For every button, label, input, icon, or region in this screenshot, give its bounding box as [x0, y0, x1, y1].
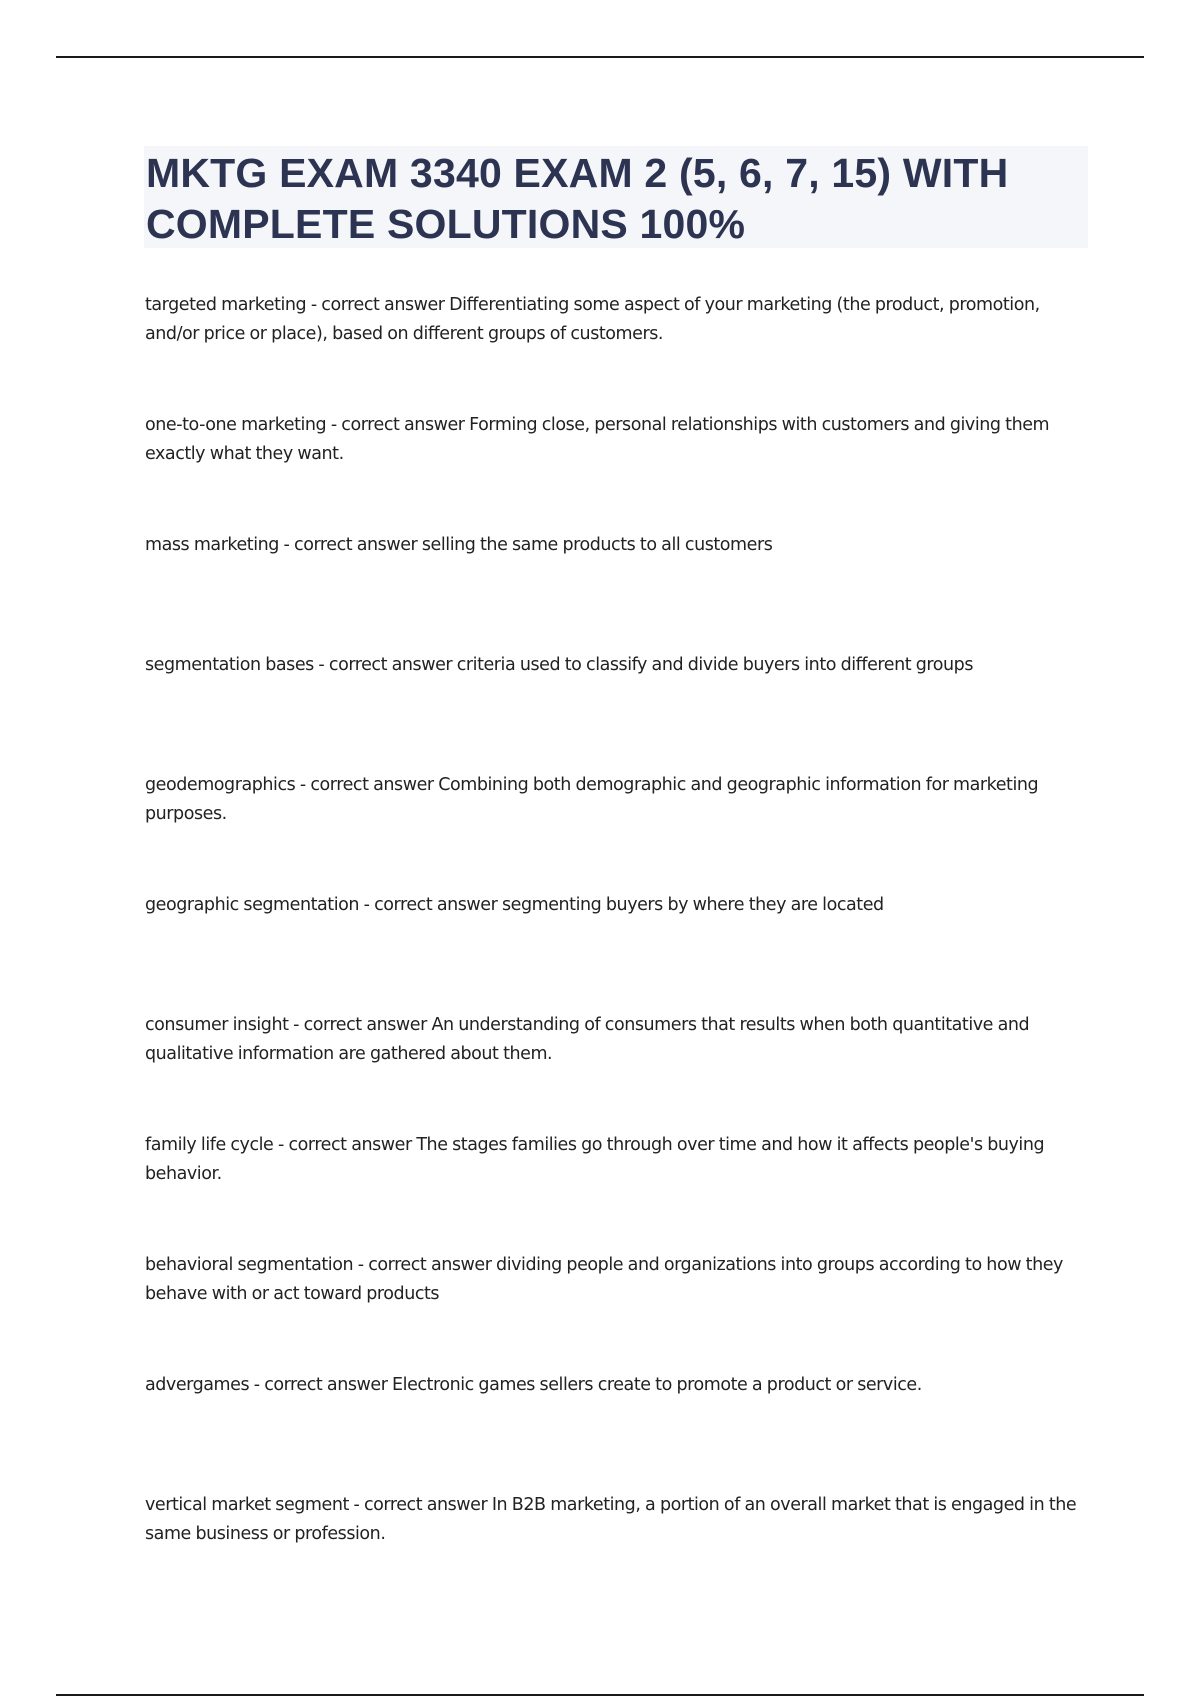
- qa-entry: targeted marketing - correct answer Differentiating some aspect of your marketing (the product, promotion, and/or price or place), based on different groups of customers.: [145, 295, 1040, 344]
- qa-entry: vertical market segment - correct answer In B2B marketing, a portion of an overall market that is engaged in the same business or profession.: [145, 1495, 1077, 1544]
- qa-entry: advergames - correct answer Electronic games sellers create to promote a product or service.: [145, 1375, 922, 1395]
- qa-entry: consumer insight - correct answer An understanding of consumers that results when both quantitative and qualitative information are gathered about them.: [145, 1015, 1030, 1064]
- title-block: [144, 146, 1088, 248]
- qa-entry: segmentation bases - correct answer criteria used to classify and divide buyers into different groups: [145, 655, 973, 675]
- qa-entry: family life cycle - correct answer The stages families go through over time and how it affects people's buying behavior.: [145, 1135, 1045, 1184]
- qa-entry: mass marketing - correct answer selling the same products to all customers: [145, 535, 773, 555]
- qa-list: [145, 291, 1085, 1611]
- qa-entry: one-to-one marketing - correct answer Forming close, personal relationships with customers and giving them exactly what they want.: [145, 415, 1050, 464]
- qa-entry: behavioral segmentation - correct answer dividing people and organizations into groups according to how they behave with or act toward products: [145, 1255, 1063, 1304]
- qa-entry: geodemographics - correct answer Combining both demographic and geographic information for marketing purposes.: [145, 775, 1039, 824]
- qa-entry: geographic segmentation - correct answer segmenting buyers by where they are located: [145, 895, 884, 915]
- bottom-rule: [56, 1694, 1144, 1696]
- top-rule: [56, 56, 1144, 58]
- document-title: MKTG EXAM 3340 EXAM 2 (5, 6, 7, 15) WITH COMPLETE SOLUTIONS 100%: [146, 150, 1009, 247]
